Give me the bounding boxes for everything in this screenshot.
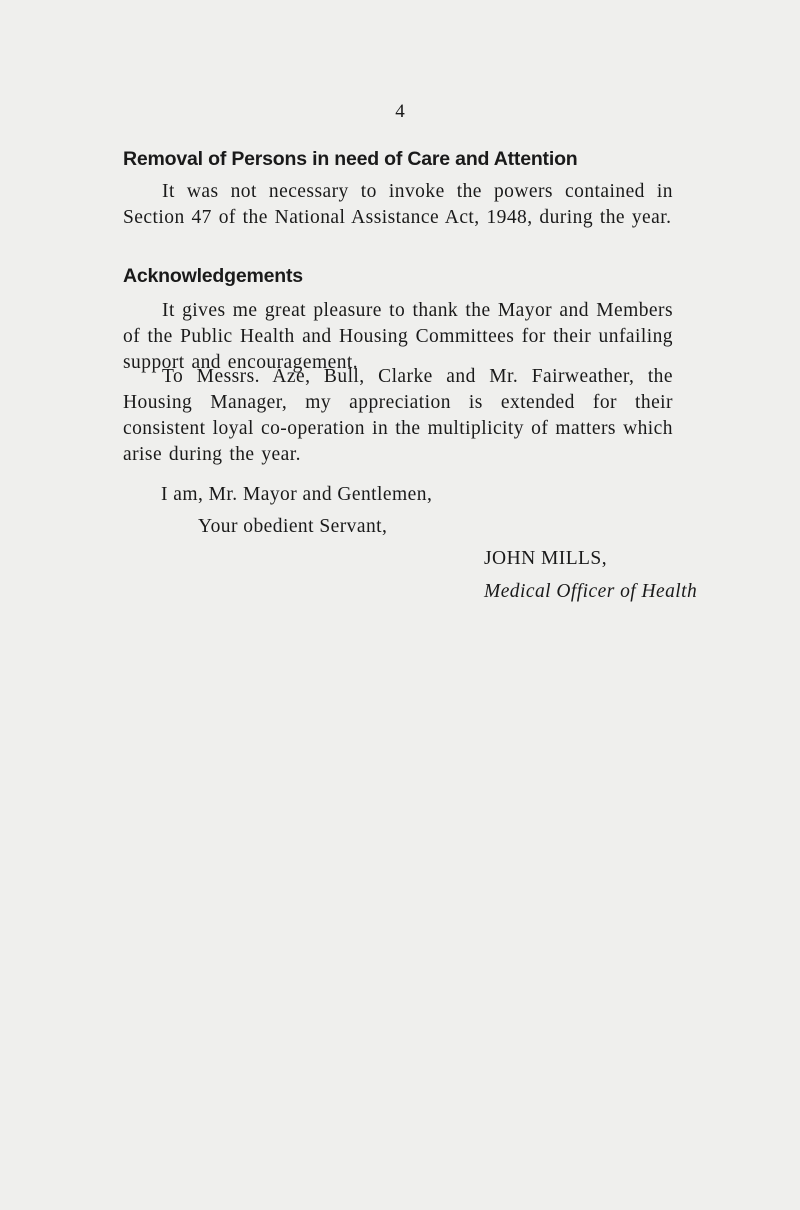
paragraph-removal: [123, 179, 673, 231]
closing-salutation: I am, Mr. Mayor and Gentlemen,: [161, 484, 433, 505]
paragraph-text: To Messrs. Aze, Bull, Clarke and Mr. Fairweather, the Housing Manager, my appreciation is extended for their consistent loyal co-operation in the multiplicity of matters which arise during the year.: [123, 366, 673, 465]
signatory-name: JOHN MILLS,: [484, 548, 608, 569]
closing-valediction: Your obedient Servant,: [198, 516, 388, 537]
signatory-title: Medical Officer of Health: [484, 581, 698, 602]
section-heading-removal: Removal of Persons in need of Care and Attention: [123, 148, 578, 170]
page-number: 4: [395, 101, 405, 122]
paragraph-text: It gives me great pleasure to thank the Mayor and Members of the Public Health and Housing Committees for their unfailing support and encouragement.: [123, 300, 673, 373]
paragraph-appreciation: [123, 364, 673, 468]
section-heading-acknowledgements: Acknowledgements: [123, 265, 303, 287]
paragraph-text: It was not necessary to invoke the powers contained in Section 47 of the National Assistance Act, 1948, during the year.: [123, 181, 673, 228]
